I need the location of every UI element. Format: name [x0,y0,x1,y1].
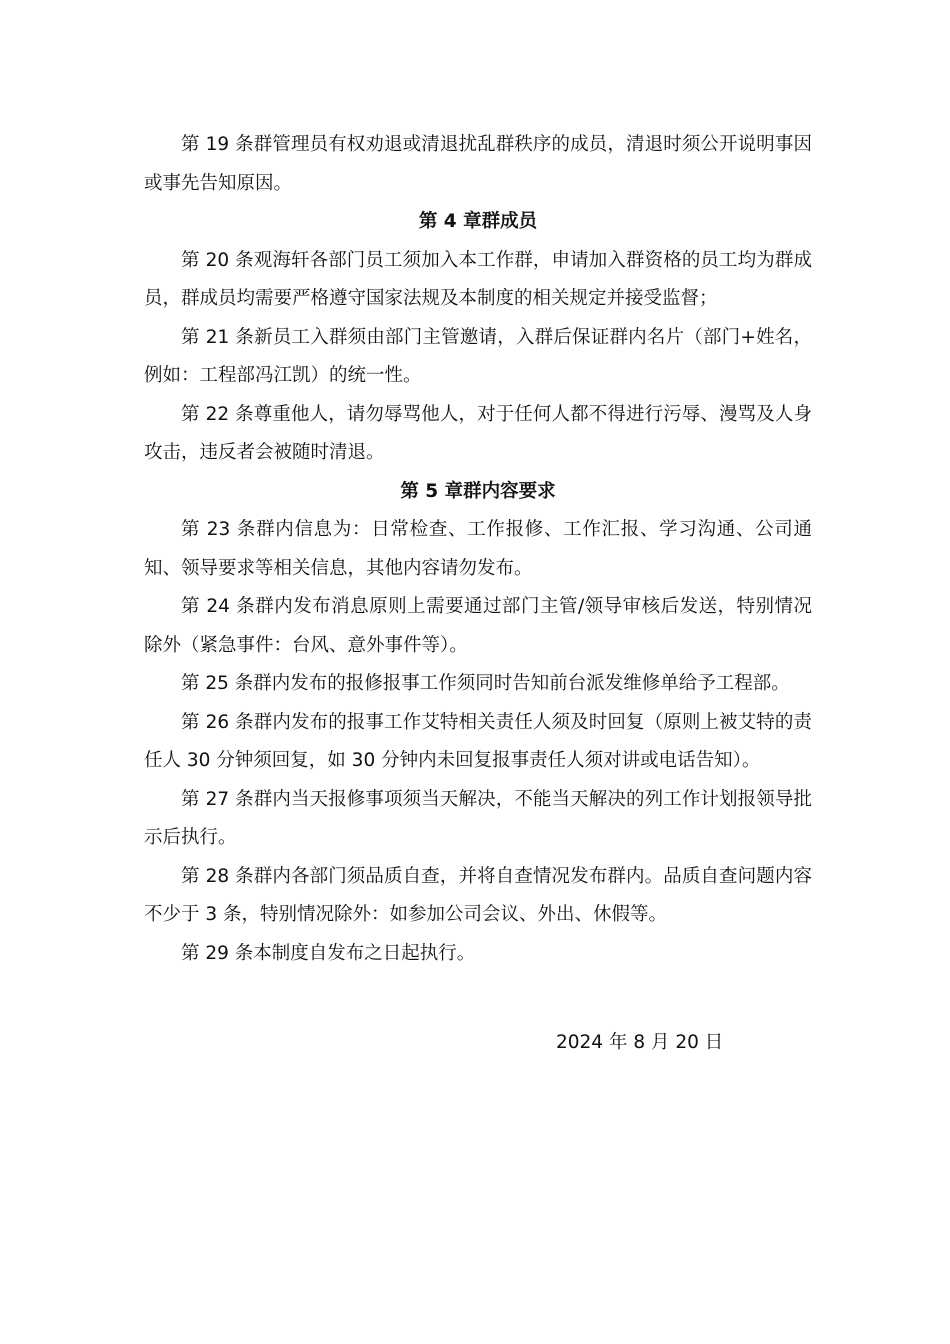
chapter-5-heading: 第 5 章群内容要求 [400,480,556,502]
article-20: 第 20 条观海轩各部门员工须加入本工作群，申请加入群资格的员工均为群成员，群成员均需要严格遵守国家法规及本制度的相关规定并接受监督； [144,249,812,309]
article-19: 第 19 条群管理员有权劝退或清退扰乱群秩序的成员，清退时须公开说明事因或事先告知原因。 [144,134,812,194]
article-22: 第 22 条尊重他人，请勿辱骂他人，对于任何人都不得进行污辱、漫骂及人身攻击，违反者会被随时清退。 [144,403,812,463]
article-25: 第 25 条群内发布的报修报事工作须同时告知前台派发维修单给予工程部。 [181,673,790,694]
document-body [144,126,812,973]
article-27: 第 27 条群内当天报修事项须当天解决，不能当天解决的列工作计划报领导批示后执行。 [144,788,812,848]
chapter-4-heading: 第 4 章群成员 [418,211,538,232]
document-date: 2024 年 8 月 20 日 [556,1032,724,1053]
article-29: 第 29 条本制度自发布之日起执行。 [181,942,476,964]
article-24: 第 24 条群内发布消息原则上需要通过部门主管/领导审核后发送，特别情况除外（紧急事件：台风、意外事件等）。 [144,596,812,656]
article-28: 第 28 条群内各部门须品质自查，并将自查情况发布群内。品质自查问题内容不少于 3 条，特别情况除外：如参加公司会议、外出、休假等。 [144,865,812,925]
article-26: 第 26 条群内发布的报事工作艾特相关责任人须及时回复（原则上被艾特的责任人 30 分钟须回复，如 30 分钟内未回复报事责任人须对讲或电话告知）。 [144,711,812,771]
article-21: 第 21 条新员工入群须由部门主管邀请，入群后保证群内名片（部门+姓名，例如：工程部冯江凯）的统一性。 [144,326,812,386]
article-23: 第 23 条群内信息为：日常检查、工作报修、工作汇报、学习沟通、公司通知、领导要求等相关信息，其他内容请勿发布。 [144,519,812,579]
